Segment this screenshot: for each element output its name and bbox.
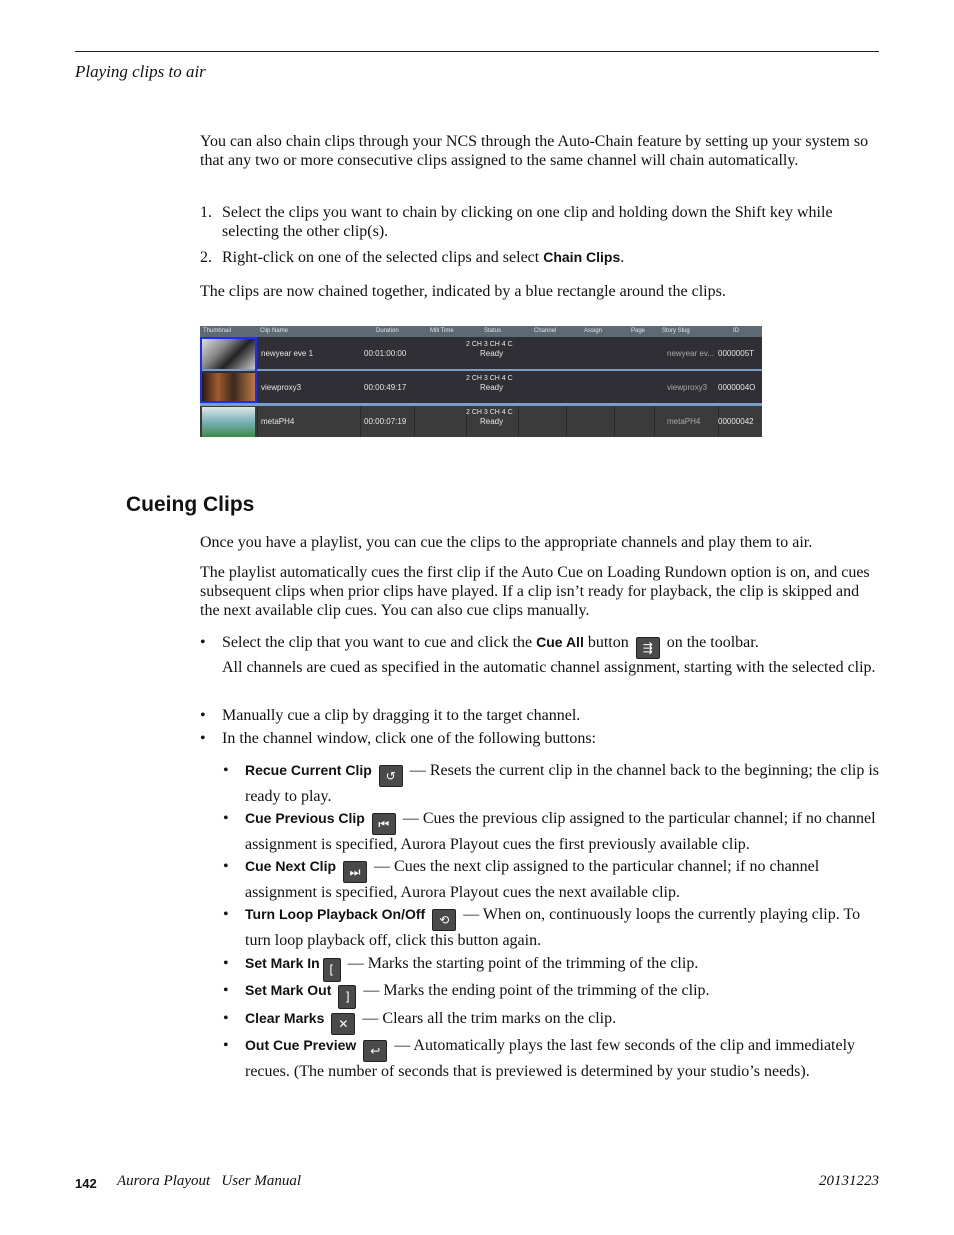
page-number: 142 bbox=[75, 1176, 97, 1191]
button-desc: — Cues the previous clip assigned to the particular channel; if no channel assignment is specified, Aurora Playout cues the first previously available clip. bbox=[245, 810, 876, 853]
bullet-text: Manually cue a clip by dragging it to the target channel. bbox=[222, 707, 581, 724]
clip-name: metaPH4 bbox=[261, 417, 295, 426]
recue-icon: ↺ bbox=[379, 765, 403, 787]
text-part: on the toolbar. bbox=[662, 634, 759, 651]
col-header: Assign bbox=[584, 328, 603, 334]
button-desc: — Resets the current clip in the channel back to the beginning; the clip is ready to play. bbox=[245, 762, 880, 805]
button-description bbox=[245, 1009, 880, 1035]
bullet: • bbox=[223, 1037, 229, 1054]
footer-doc-title: Aurora Playout User Manual bbox=[117, 1173, 302, 1189]
header-rule bbox=[75, 51, 879, 52]
table-row[interactable] bbox=[200, 371, 762, 405]
button-label: Clear Marks bbox=[245, 1010, 325, 1026]
cueing-paragraph-1: Once you have a playlist, you can cue the clips to the appropriate channels and play them to air. bbox=[200, 534, 813, 551]
clip-duration: 00:01:00:00 bbox=[364, 349, 407, 358]
step-text-part: Right-click on one of the selected clips and select bbox=[222, 249, 544, 266]
bullet: • bbox=[223, 858, 229, 875]
button-description bbox=[245, 809, 880, 854]
button-label: Set Mark Out bbox=[245, 982, 332, 998]
button-desc: — Automatically plays the last few seconds of the clip and immediately recues. (The number of seconds that is previewed is determined by your studio’s needs). bbox=[245, 1037, 856, 1080]
col-header: Duration bbox=[376, 328, 399, 334]
button-label: Turn Loop Playback On/Off bbox=[245, 906, 426, 922]
clip-name: newyear eve 1 bbox=[261, 349, 314, 358]
step-number: 1. bbox=[200, 204, 212, 221]
clip-grid-screenshot bbox=[200, 326, 762, 437]
bullet: • bbox=[223, 982, 229, 999]
ui-label-cue-all: Cue All bbox=[536, 634, 584, 650]
cueing-paragraph-2: The playlist automatically cues the first clip if the Auto Cue on Loading Rundown option is on, and cues subsequent clips when prior clips have played. If a clip isn’t ready for playback, the clip is skipped and the next available clip cues. You can also cue clips manually. bbox=[200, 564, 870, 619]
clip-slug: viewproxy3 bbox=[667, 383, 708, 392]
grid-header bbox=[200, 326, 762, 337]
clip-id: 0000004O bbox=[718, 383, 756, 392]
button-desc: — Clears all the trim marks on the clip. bbox=[358, 1010, 617, 1027]
table-row[interactable] bbox=[200, 337, 762, 371]
bullet: • bbox=[200, 634, 206, 651]
cue-previous-icon: ⏮ bbox=[372, 813, 396, 835]
clip-status-channels: 2 CH 3 CH 4 C bbox=[466, 375, 513, 382]
bullet: • bbox=[200, 707, 206, 724]
clip-status-channels: 2 CH 3 CH 4 C bbox=[466, 409, 513, 416]
step-number: 2. bbox=[200, 249, 212, 266]
loop-icon: ⟲ bbox=[432, 909, 456, 931]
text-part: button bbox=[583, 634, 633, 651]
step-text bbox=[222, 248, 882, 267]
mark-out-icon: ] bbox=[338, 985, 356, 1009]
col-header: Status bbox=[484, 328, 502, 334]
clip-duration: 00:00:07:19 bbox=[364, 417, 407, 426]
section-heading: Cueing Clips bbox=[126, 493, 255, 516]
footer-date: 20131223 bbox=[819, 1173, 879, 1189]
clip-id: 0000005T bbox=[718, 349, 755, 358]
bullet: • bbox=[223, 762, 229, 779]
bullet: • bbox=[223, 810, 229, 827]
clip-status-channels: 2 CH 3 CH 4 C bbox=[466, 341, 513, 348]
clip-slug: newyear ev... bbox=[667, 349, 714, 358]
text-part: Select the clip that you want to cue and click the bbox=[222, 634, 537, 651]
clip-thumbnail bbox=[202, 407, 255, 437]
col-header: ID bbox=[733, 328, 739, 334]
intro-paragraph: You can also chain clips through your NCS through the Auto-Chain feature by setting up your system so that any two or more consecutive clips assigned to the same channel will chain automatically. bbox=[200, 133, 869, 169]
bullet: • bbox=[223, 1010, 229, 1027]
out-cue-preview-icon: ↩ bbox=[363, 1040, 387, 1062]
clear-marks-icon: ✕ bbox=[331, 1013, 355, 1035]
chain-highlight-rectangle bbox=[200, 337, 257, 403]
step-text: Select the clips you want to chain by clicking on one clip and holding down the Shift key while selecting the other clip(s). bbox=[222, 204, 833, 240]
clip-status: Ready bbox=[480, 417, 504, 426]
button-label: Cue Previous Clip bbox=[245, 810, 365, 826]
bullet-text bbox=[222, 633, 880, 659]
ui-label-chain-clips: Chain Clips bbox=[543, 249, 621, 265]
button-desc: — Cues the next clip assigned to the particular channel; if no channel assignment is specified, Aurora Playout cues the next available clip. bbox=[245, 858, 820, 901]
clip-slug: metaPH4 bbox=[667, 417, 701, 426]
bullet-note: All channels are cued as specified in the automatic channel assignment, starting with the selected clip. bbox=[222, 659, 876, 676]
button-label: Out Cue Preview bbox=[245, 1037, 357, 1053]
clip-id: 00000042 bbox=[718, 417, 754, 426]
button-label: Cue Next Clip bbox=[245, 858, 337, 874]
button-description bbox=[245, 905, 880, 950]
button-description bbox=[245, 857, 880, 902]
clip-name: viewproxy3 bbox=[261, 383, 302, 392]
cue-next-icon: ⏭ bbox=[343, 861, 367, 883]
clip-status: Ready bbox=[480, 383, 504, 392]
button-description bbox=[245, 1036, 880, 1081]
cue-all-icon: ⇶ bbox=[636, 637, 660, 659]
col-header: Thumbnail bbox=[203, 328, 232, 334]
bullet-text: In the channel window, click one of the following buttons: bbox=[222, 730, 596, 747]
mark-in-icon: [ bbox=[323, 958, 341, 982]
clip-duration: 00:00:49:17 bbox=[364, 383, 407, 392]
button-desc: — When on, continuously loops the currently playing clip. To turn loop playback off, click this button again. bbox=[245, 906, 861, 949]
table-row[interactable] bbox=[200, 405, 762, 437]
button-label: Recue Current Clip bbox=[245, 762, 372, 778]
bullet: • bbox=[223, 955, 229, 972]
step-text-part: . bbox=[620, 249, 625, 266]
button-label: Set Mark In bbox=[245, 955, 320, 971]
button-description bbox=[245, 761, 880, 806]
button-description bbox=[245, 981, 880, 1009]
col-header: Page bbox=[631, 328, 646, 334]
clip-status: Ready bbox=[480, 349, 504, 358]
section-header: Playing clips to air bbox=[75, 62, 206, 81]
button-desc: — Marks the ending point of the trimming of the clip. bbox=[359, 982, 710, 999]
bullet: • bbox=[223, 906, 229, 923]
col-header: Clip Name bbox=[260, 328, 289, 334]
button-desc: — Marks the starting point of the trimming of the clip. bbox=[343, 955, 699, 972]
col-header: Mill Time bbox=[430, 328, 454, 334]
col-header: Story Slug bbox=[662, 328, 690, 334]
col-header: Channel bbox=[534, 328, 557, 334]
result-paragraph: The clips are now chained together, indicated by a blue rectangle around the clips. bbox=[200, 283, 726, 300]
bullet: • bbox=[200, 730, 206, 747]
button-description bbox=[245, 954, 880, 982]
